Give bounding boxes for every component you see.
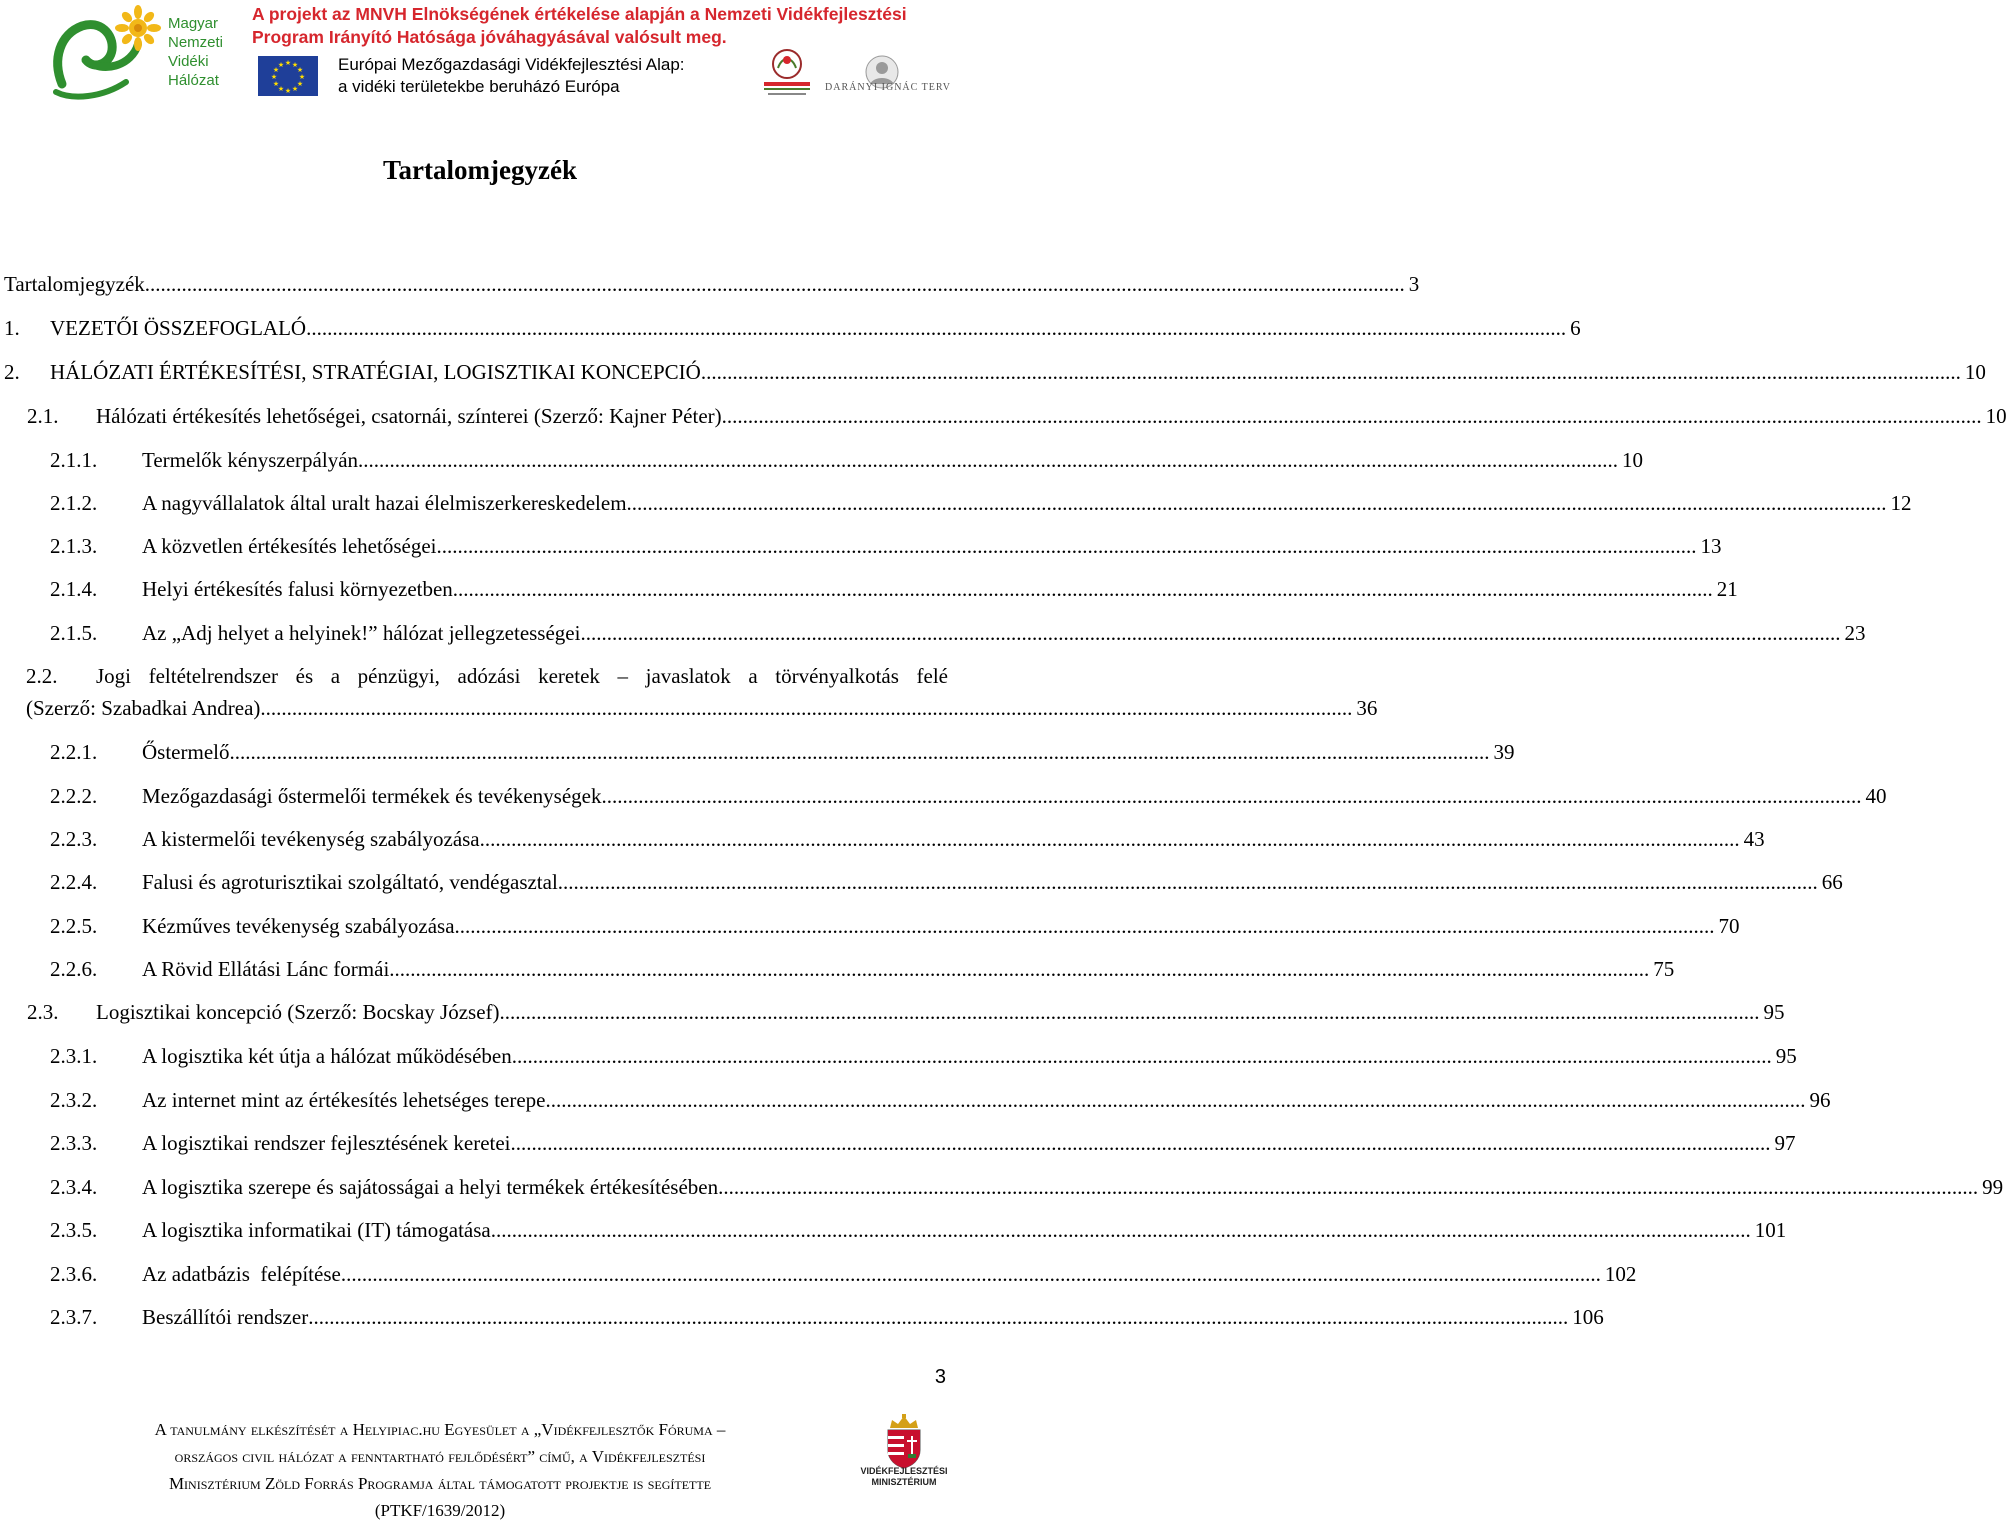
toc-leader-dots — [491, 1212, 1751, 1248]
toc-leader-dots — [341, 1256, 1601, 1292]
toc-entry-page: 70 — [1718, 914, 1740, 938]
toc-entry-title: A nagyvállalatok által uralt hazai élelmiszerkereskedelem — [142, 491, 627, 515]
svg-text:★: ★ — [270, 73, 278, 81]
toc-entry-title: Kézműves tevékenység szabályozása — [142, 914, 455, 938]
eu-flag-icon — [258, 56, 318, 96]
toc-entry[interactable] — [0, 1256, 1637, 1292]
toc-entry-page: 102 — [1604, 1262, 1637, 1286]
toc-entry-page: 10 — [1985, 404, 2007, 428]
ministry-line: VIDÉKFEJLESZTÉSI — [860, 1466, 948, 1476]
toc-entry-title: A kistermelői tevékenység szabályozása — [142, 827, 480, 851]
toc-entry-title: A logisztika informatikai (IT) támogatása — [142, 1218, 491, 1242]
toc-entry-number: 2.3.7. — [50, 1305, 98, 1329]
toc-entry[interactable] — [0, 266, 1420, 302]
toc-entry-title: A logisztikai rendszer fejlesztésének keretei — [142, 1131, 511, 1155]
toc-leader-dots — [308, 1299, 1568, 1335]
toc-leader-dots — [455, 908, 1715, 944]
toc-entry-title: A logisztika két útja a hálózat működésében — [142, 1044, 512, 1068]
toc-entry-page: 10 — [1622, 448, 1644, 472]
svg-text:★: ★ — [298, 73, 306, 81]
svg-text:★: ★ — [277, 61, 285, 69]
svg-text:★: ★ — [296, 66, 304, 74]
toc-entry-number: 2.2.2. — [50, 784, 98, 808]
toc-entry-number: 2.2. — [26, 664, 58, 688]
toc-leader-dots — [389, 951, 1649, 987]
footer-line: országos civil hálózat a fenntartható fejlődésért” című, a Vidékfejlesztési — [174, 1447, 706, 1466]
toc-entry-number: 2.3. — [27, 1000, 59, 1024]
toc-entry-number: 2.1.3. — [50, 534, 98, 558]
toc-entry[interactable] — [0, 615, 1866, 651]
toc-leader-dots — [453, 571, 1713, 607]
svg-text:★: ★ — [291, 85, 299, 93]
page-number: 3 — [934, 1366, 946, 1388]
toc-entry-page: 43 — [1743, 827, 1765, 851]
toc-entry[interactable] — [0, 1169, 2004, 1205]
toc-leader-dots — [718, 1169, 1978, 1205]
toc-entry[interactable] — [0, 1212, 1787, 1248]
toc-entry-page: 95 — [1763, 1000, 1785, 1024]
footer-line: Minisztérium Zöld Forrás Programja által támogatott projektje is segítette — [168, 1474, 712, 1493]
toc-entry-number: 2.2.6. — [50, 957, 98, 981]
toc-entry[interactable] — [0, 485, 1912, 521]
toc-entry-title: Beszállítói rendszer — [142, 1305, 309, 1329]
toc-entry-title: Falusi és agroturisztikai szolgáltató, vendégasztal — [142, 870, 558, 894]
daranyi-ignac-terv-logo-icon — [822, 46, 952, 102]
page-header — [0, 0, 960, 110]
toc-entry-page: 97 — [1774, 1131, 1796, 1155]
svg-text:★: ★ — [291, 61, 299, 69]
svg-text:★: ★ — [296, 80, 304, 88]
toc-entry-page: 13 — [1700, 534, 1722, 558]
toc-entry-page: 95 — [1775, 1044, 1797, 1068]
project-line: A projekt az MNVH Elnökségének értékelése alapján a Nemzeti Vidékfejlesztési — [252, 4, 907, 24]
toc-entry[interactable] — [0, 1125, 1796, 1161]
toc-entry[interactable] — [0, 1038, 1797, 1074]
toc-entry[interactable] — [0, 310, 1581, 346]
toc-entry-title: HÁLÓZATI ÉRTÉKESÍTÉSI, STRATÉGIAI, LOGISZTIKAI KONCEPCIÓ — [50, 360, 701, 384]
toc-entry[interactable] — [0, 528, 1722, 564]
toc-entry-page: 6 — [1570, 316, 1581, 340]
toc-entry-page: 23 — [1844, 621, 1866, 645]
toc-leader-dots — [722, 398, 1982, 434]
page-footer — [40, 1416, 840, 1524]
toc-entry-number: 2.1. — [27, 404, 59, 428]
network-logo-line: Nemzeti — [168, 34, 224, 51]
svg-text:★: ★ — [284, 87, 292, 95]
toc-entry-page: 96 — [1809, 1088, 1831, 1112]
footer-line: A tanulmány elkészítését a Helyipiac.hu Egyesület a „Vidékfejlesztők Fóruma – — [154, 1420, 726, 1439]
toc-entry-title: Mezőgazdasági őstermelői termékek és tevékenységek — [142, 784, 602, 808]
toc-entry-number: 2.3.2. — [50, 1088, 98, 1112]
toc-entry-title: Hálózati értékesítés lehetőségei, csatornái, színterei (Szerző: Kajner Péter) — [96, 404, 722, 428]
toc-entry-wrapped[interactable] — [26, 660, 1378, 724]
toc-leader-dots — [558, 864, 1818, 900]
toc-entry-number: 2.1.2. — [50, 491, 98, 515]
toc-leader-dots — [627, 485, 1887, 521]
toc-entry-title-line2: (Szerző: Szabadkai Andrea) — [26, 696, 261, 720]
toc-leader-dots — [545, 1082, 1805, 1118]
ministry-line: MINISZTÉRIUM — [871, 1477, 937, 1487]
toc-entry-title: A logisztika szerepe és sajátosságai a helyi termékek értékesítésében — [142, 1175, 719, 1199]
network-logo-line: Vidéki — [168, 53, 209, 70]
toc-leader-dots: ................................................................................................................................................................................................................ — [260, 696, 1353, 720]
svg-text:★: ★ — [277, 85, 285, 93]
toc-entry-number: 2.3.4. — [50, 1175, 98, 1199]
toc-entry-number: 2.2.3. — [50, 827, 98, 851]
footer-line: (PTKF/1639/2012) — [374, 1501, 506, 1520]
toc-entry-title: Őstermelő — [142, 740, 230, 764]
toc-entry-number: 2.1.5. — [50, 621, 98, 645]
svg-text:★: ★ — [284, 59, 292, 67]
umvp-logo-icon — [758, 46, 816, 102]
toc-entry[interactable] — [0, 908, 1740, 944]
ministry-label — [852, 1466, 956, 1488]
toc-entry[interactable] — [0, 821, 1765, 857]
svg-text:★: ★ — [272, 80, 280, 88]
toc-entry[interactable] — [0, 398, 2007, 434]
toc-entry[interactable] — [0, 994, 1785, 1030]
toc-leader-dots — [436, 528, 1696, 564]
mnvh-logo-icon — [42, 4, 170, 100]
toc-entry-page: 99 — [1982, 1175, 2004, 1199]
toc-entry[interactable] — [0, 354, 1986, 390]
toc-entry[interactable] — [0, 1299, 1604, 1335]
toc-leader-dots — [580, 615, 1840, 651]
toc-entry-page: 75 — [1653, 957, 1675, 981]
toc-entry[interactable] — [0, 571, 1738, 607]
toc-entry-number: 2.2.1. — [50, 740, 98, 764]
toc-entry-page: 21 — [1716, 577, 1738, 601]
toc-entry-title: Termelők kényszerpályán — [142, 448, 359, 472]
toc-leader-dots — [145, 266, 1405, 302]
network-logo-text — [168, 14, 248, 90]
toc-entry-number: 2. — [4, 360, 20, 384]
toc-entry[interactable] — [0, 442, 1644, 478]
toc-entry-page: 40 — [1865, 784, 1887, 808]
daranyi-ignac-terv-label: DARÁNYI IGNÁC TERV — [825, 82, 951, 93]
toc-leader-dots — [358, 442, 1618, 478]
toc-entry-page: 101 — [1754, 1218, 1787, 1242]
toc-leader-dots — [500, 994, 1760, 1030]
toc-entry[interactable] — [0, 778, 1887, 814]
toc-entry-page: 66 — [1821, 870, 1843, 894]
toc-entry-title: A Rövid Ellátási Lánc formái — [142, 957, 390, 981]
toc-entry-title: Helyi értékesítés falusi környezetben — [142, 577, 453, 601]
toc-leader-dots — [511, 1125, 1771, 1161]
toc-entry-page: 106 — [1572, 1305, 1604, 1329]
project-line: Program Irányító Hatósága jóváhagyásával valósult meg. — [252, 27, 727, 47]
toc-entry-title: VEZETŐI ÖSSZEFOGLALÓ — [50, 316, 307, 340]
toc-entry-page: 10 — [1964, 360, 1986, 384]
eu-fund-line: a vidéki területekbe beruházó Európa — [338, 77, 620, 96]
toc-entry-page: 36 — [1356, 696, 1378, 720]
svg-text:★: ★ — [272, 66, 280, 74]
toc-entry-title: Az „Adj helyet a helyinek!” hálózat jellegzetességei — [142, 621, 581, 645]
project-statement — [252, 3, 952, 49]
toc-entry[interactable] — [0, 951, 1675, 987]
network-logo-line: Hálózat — [168, 72, 219, 89]
toc-entry-number: 2.3.3. — [50, 1131, 98, 1155]
toc-leader-dots — [306, 310, 1566, 346]
page-title: Tartalomjegyzék — [383, 155, 577, 185]
toc-leader-dots — [601, 778, 1861, 814]
toc-entry-number: 1. — [4, 316, 20, 340]
toc-entry-title-line1: Jogi feltételrendszer és a pénzügyi, adózási keretek – javaslatok a törvényalkotás felé — [96, 664, 948, 688]
network-logo-line: Magyar — [168, 15, 219, 32]
eu-fund-line: Európai Mezőgazdasági Vidékfejlesztési Alap: — [338, 55, 685, 74]
toc-entry[interactable] — [0, 864, 1843, 900]
toc-entry-title: Logisztikai koncepció (Szerző: Bocskay József) — [96, 1000, 500, 1024]
toc-entry-page: 12 — [1890, 491, 1912, 515]
toc-entry-number: 2.1.1. — [50, 448, 98, 472]
toc-entry-title: Az adatbázis felépítése — [142, 1262, 341, 1286]
toc-entry-number: 2.3.5. — [50, 1218, 98, 1242]
toc-entry-page: 3 — [1408, 272, 1420, 296]
toc-entry-number: 2.3.6. — [50, 1262, 98, 1286]
toc-leader-dots — [480, 821, 1740, 857]
toc-entry[interactable] — [0, 734, 1515, 770]
toc-leader-dots — [701, 354, 1961, 390]
toc-entry-number: 2.2.5. — [50, 914, 98, 938]
toc-entry-title: Az internet mint az értékesítés lehetséges terepe — [142, 1088, 546, 1112]
toc-entry[interactable] — [0, 1082, 1831, 1118]
toc-leader-dots — [229, 734, 1489, 770]
toc-entry-number: 2.3.1. — [50, 1044, 98, 1068]
eu-fund-text — [338, 54, 758, 98]
toc-entry-title: Tartalomjegyzék — [4, 272, 145, 296]
toc-entry-number: 2.2.4. — [50, 870, 98, 894]
toc-entry-number: 2.1.4. — [50, 577, 98, 601]
toc-entry-page: 39 — [1493, 740, 1515, 764]
toc-leader-dots — [512, 1038, 1772, 1074]
toc-entry-title: A közvetlen értékesítés lehetőségei — [142, 534, 437, 558]
